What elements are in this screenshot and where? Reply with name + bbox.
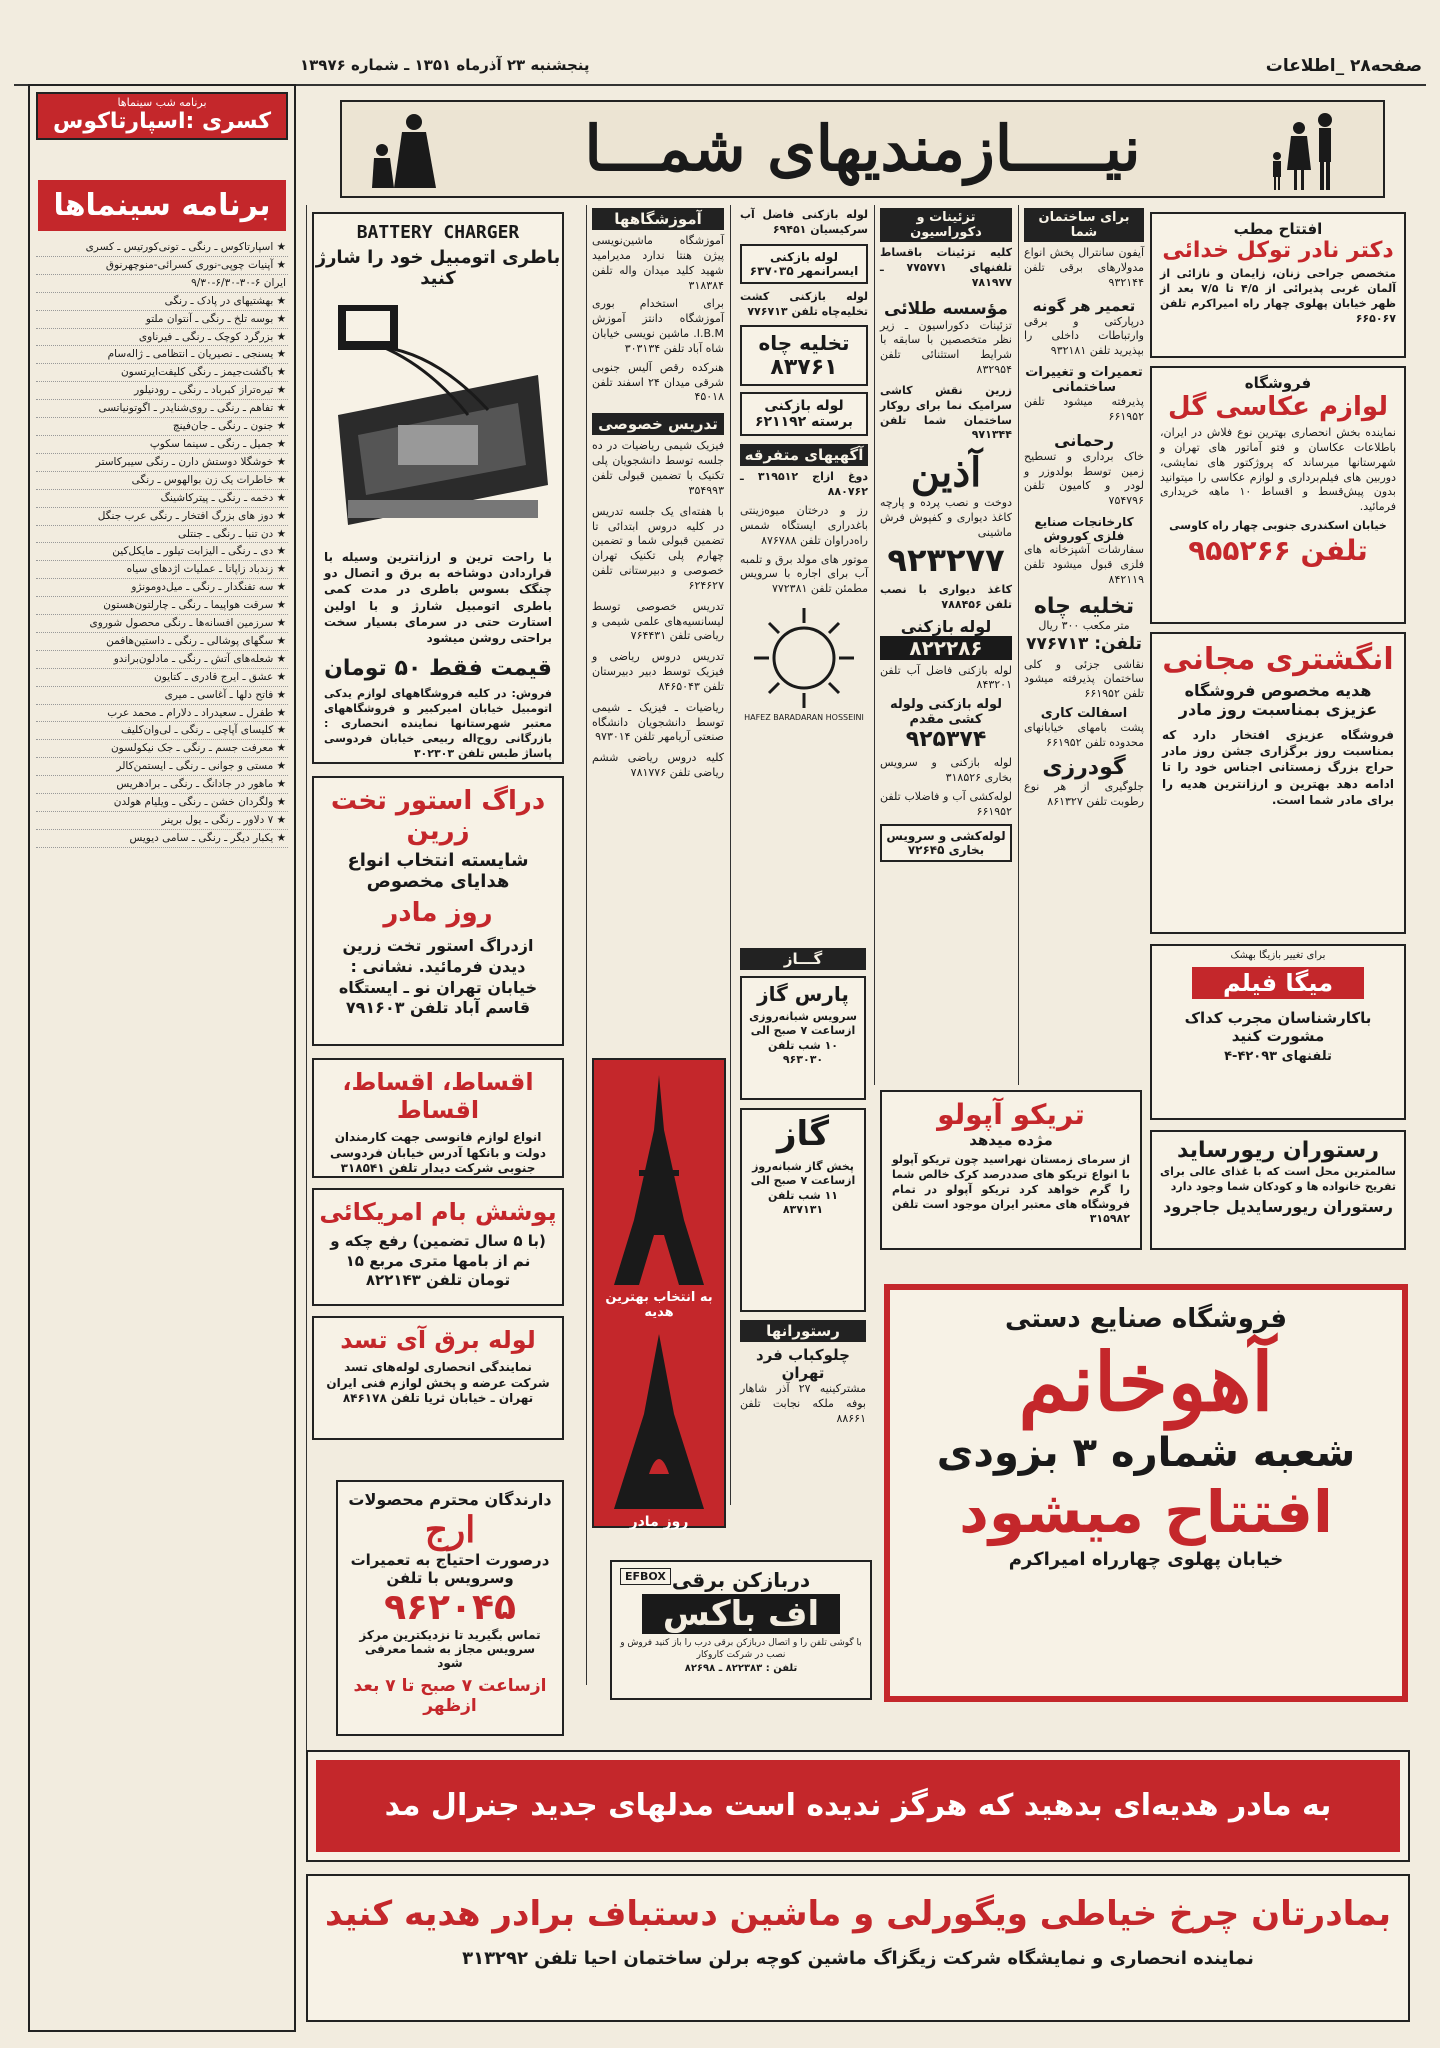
tutoring-text-4: تدریس دروس ریاضی و فیزیک توسط دبیر دبیرستان تلفن ۸۴۶۵۰۴۳ [592, 650, 724, 693]
cinema-listing-item: ★ طفرل ـ سعیدراد ـ دلارام ـ محمد عرب [36, 705, 288, 723]
asphalt-title: اسفالت کاری [1040, 706, 1128, 722]
cinema-listing-item: ★ سه تفنگدار ـ رنگی ـ میل‌دومونژو [36, 579, 288, 597]
battery-contact: فروش: در کلیه فروشگاههای لوازم یدکی اتومبیل خیابان امیرکبیر و فروشگاههای معتبر شهرستانها نماینده انحصاری : بازرگانی روح‌اله ربیعی خیابان فردوسی پاساژ طبس تلفن ۳۰۲۳۰۳ [324, 687, 552, 760]
battery-charger-ad [312, 212, 564, 764]
cinema-listing-item: ★ بزرگرد کوچک ـ رنگی ـ فیرناوی [36, 329, 288, 347]
sewing-machine-sub: نماینده انحصاری و نمایشگاه شرکت زیگزاگ ماشین کوچه برلن ساختمان احیا تلفن ۳۱۳۲۹۲ [462, 1948, 1254, 1969]
drugstore-title: دراگ استور تخت زرین [330, 786, 546, 846]
renovation-title: تعمیرات و تغییرات ساختمانی [1025, 365, 1143, 396]
restaurant-body: مشترکینیه ۲۷ آذر شاهار بوفه ملکه نجابت تلفن ۸۸۶۶۱ [740, 1382, 867, 1425]
ahoo-top: فروشگاه صنایع دستی [1004, 1304, 1288, 1334]
ahoo-khanom-ad [884, 1284, 1408, 1702]
cinema-listing-item: ★ سگهای پوشالی ـ رنگی ـ داستین‌هافمن [36, 633, 288, 651]
cinema-listing-item: ★ یسنجی ـ نصیریان ـ انتظامی ـ ژاله‌سام [36, 346, 288, 364]
photo-shop-body: نماینده بخش انحصاری بهترین نوع فلاش در ایران، باطلاعات عکاسان و فتو آماتور های تهران و شهرستانها میرساند که پروژکتور های نمایشی، دوربین های فیلم‌برداری و لوازم عکاسی را میتوانید بدون پیش‌قسط و اقساط ۱۰ ماهه خریداری فرمائید. [1160, 426, 1396, 514]
tutoring-text-2: با هفته‌ای یک جلسه تدریس در کلیه دروس ابتدائی تا تضمین قبولی شما و تضمین چهارم پلی تکنیک تهران خصوصی و دبیرستانی تلفن ۶۲۴۶۲۷ [592, 504, 724, 592]
arj-body: درصورت احتیاج به تعمیرات وسرویس با تلفن [350, 1551, 550, 1587]
cinema-listing-item: ★ خوشگلا دوستش دارن ـ رنگی سیبرکاستر [36, 454, 288, 472]
misc-text-3: موتور های مولد برق و تلمبه آب برای اجاره با سرویس مطمئن تلفن ۷۷۲۳۸۱ [740, 552, 868, 596]
godarzi-title: گودرزی [1042, 754, 1126, 780]
painting-body: نقاشی جزئی و کلی ساختمان پذیرفته میشود تلفن ۶۶۱۹۵۲ [1024, 657, 1144, 701]
pipe-g-phone: ۹۲۵۳۷۴ [905, 727, 987, 753]
cinema-promo-small: برنامه‌ شب سینماها [117, 96, 207, 109]
conduit-ad [312, 1316, 564, 1440]
well-title: تخلیه چاه [758, 331, 850, 356]
battery-price: قیمت فقط ۵۰ تومان [324, 656, 552, 682]
cinema-listing-item: ★ تیره‌تراز کبرباد ـ رنگی ـ رودنیلور [36, 382, 288, 400]
tricot-body: از سرمای زمستان نهراسید چون تریکو آپولو با انواع تریکو های صددرصد کرک خالص شما را گرم خواهد کرد تریکو آپولو در تمام فروشگاه های معتبر ایران موجود است تلفن ۳۱۵۹۸۲ [892, 1153, 1130, 1226]
doctor-name: دکتر نادر توکل خدائی [1162, 238, 1394, 263]
golden-body: تزئینات دکوراسیون ـ زیر نظر متخصصین با سابقه با شرایط استثنائی تلفن ۸۳۲۹۵۴ [880, 318, 1012, 377]
mega-film-small: برای تغییر بازیگا بهشک [1230, 950, 1326, 961]
conduit-body: نمایندگی انحصاری لوله‌های تسد شرکت عرضه و پخش لوازم فنی ایران تهران ـ خیابان ثریا تلفن ۸۴۶۱۷۸ [326, 1360, 550, 1406]
cinema-listing-item: ★ تفاهم ـ رنگی ـ روی‌شنایدر ـ اگوتونیاتسی [36, 400, 288, 418]
rahmani-body: خاک برداری و تسطیح زمین توسط بولدوزر و لودر و کامیون تلفن ۷۵۴۷۹۶ [1024, 449, 1144, 508]
tutoring-heading: تدریس خصوصی [592, 413, 724, 435]
efbox-ad [610, 1560, 872, 1700]
drugstore-ad [312, 776, 564, 1046]
cinema-listing-item: ★ عشق ـ ایرج قادری ـ کتایون [36, 669, 288, 687]
arj-foot: تماس بگیرید تا نزدیکترین مرکز سرویس مجاز به شما معرفی شود [359, 1628, 541, 1670]
cinema-listing-item: ★ باگشت‌جیمز ـ رنگی کلیفت‌ایرتسون [36, 364, 288, 382]
ahoo-address: خیابان پهلوی چهارراه امیراکرم [1008, 1548, 1284, 1570]
cinema-listing-item: ★ دن تنبا ـ رنگی ـ جنتلی [36, 526, 288, 544]
pipes-column [740, 208, 868, 938]
pipe-f-body: لوله بازکنی فاضل آب تلفن ۸۴۳۲۰۱ [880, 663, 1012, 692]
roof-body: (با ۵ سال تضمین) رفع چکه‌ و نم از بامها متری مربع ۱۵ تومان تلفن ۸۲۲۱۴۳ [330, 1232, 546, 1289]
cinema-listing-item: ★ جنون ـ رنگی ـ جان‌فینچ [36, 418, 288, 436]
gas-co-ad [740, 1108, 866, 1312]
repair-body: درپارکتی و برقی وارتباطات داخلی را بپذیرید تلفن ۹۳۲۱۸۱ [1024, 314, 1144, 358]
cinema-listing-item: ★ دی ـ رنگی ـ الیزابت تیلور ـ مایکل‌کین [36, 543, 288, 561]
battery-heading: BATTERY CHARGER [356, 222, 520, 243]
cinema-listing-item: ایران ۶-۳۰-۶/۳۰-۹/۳۰ [36, 275, 288, 293]
photo-shop-phone: تلفن ۹۵۵۲۶۶ [1188, 533, 1368, 567]
efbox-phone: تلفن : ۸۲۲۳۸۳ ـ ۸۲۶۹۸ [684, 1663, 798, 1675]
cinema-listing-item: ★ دوز های بزرگ افتخار ـ رنگی عرب جنگل [36, 508, 288, 526]
efbox-brand: اف باکس [642, 1594, 840, 1634]
asphalt-body: پشت بامهای خیابانهای محدوده تلفن ۶۶۱۹۵۲ [1024, 721, 1144, 749]
cinema-promo-title: کسری :اسپارتاکوس [52, 109, 272, 134]
ring-subtitle: هدیه مخصوص فروشگاه عزیزی بمناسبت روز مادر [1178, 681, 1378, 719]
well2-title: تخلیه چاه [1033, 593, 1135, 619]
arj-heading: دارندگان محترم محصولات [348, 1490, 552, 1509]
pipe-ad-a: لوله بازکنی فاضل آب سرکیسیان ۶۹۴۵۱ [740, 208, 868, 236]
photo-shop-small: فروشگاه [1244, 374, 1312, 392]
family-silhouette-icon [1263, 108, 1353, 194]
decoration-heading: تزئینات و دکوراسیون [880, 208, 1012, 242]
conduit-title: لوله برق آی تسد [340, 1326, 536, 1354]
doctor-body: متخصص جراحی زنان، زایمان و نازائی از آلمان غربی پذیرائی از ۴/۵ تا ۷/۵ بعد از ظهر خیابان پهلوی چهار راه امیراکرم تلفن ۶۶۵۰۶۷ [1160, 267, 1396, 325]
ring-title: انگشتری مجانی [1162, 642, 1394, 677]
ring-ad [1150, 632, 1406, 934]
pipe-j-body: لوله‌کشی و سرویس بخاری ۷۲۶۴۵ [880, 824, 1012, 862]
ahoo-open: افتتاح میشود [959, 1478, 1333, 1546]
dateline: پنجشنبه ۲۳ آذرماه ۱۳۵۱ ـ شماره ۱۳۹۷۶ [300, 56, 590, 74]
ring-body: فروشگاه عزیزی افتخار دارد که بمناسبت روز برگزاری جشن روز مادر حراج بزرگ زمستانی اجناس خود را تا ادامه دهد بهترین و ارزانترین هدیه را برای مادر شما است. [1162, 728, 1394, 807]
cinema-listing-item: ★ جمیل ـ رنگی ـ سینما سکوپ [36, 436, 288, 454]
efbox-title: دربازکن برقی [671, 1568, 811, 1592]
arj-brand: ارج [424, 1509, 476, 1551]
cinema-listing-item: ★ بهشتیهای در پادک ـ رنگی [36, 293, 288, 311]
sun-logo-icon [744, 603, 864, 713]
roof-ad [312, 1188, 564, 1306]
azin-phone: ۹۲۳۲۷۷ [887, 540, 1005, 579]
cinema-listing-item: ★ سرقت هواپیما ـ رنگی ـ چارلتون‌هستون [36, 597, 288, 615]
gas-section [740, 948, 866, 1427]
restaurant-name: چلوکباب فرد تهران [756, 1346, 850, 1382]
mothers-day: روز مادر [383, 898, 493, 928]
schools-text-3: هنرکده رقص آلیس جنوبی شرقی میدان ۲۴ اسفند تلفن ۴۵۰۱۸ [592, 360, 724, 404]
cinema-promo [36, 92, 288, 140]
cinema-column [28, 84, 296, 2032]
well2-body: متر مکعب ۳۰۰ ریال [1038, 618, 1130, 632]
cinema-listing-item: ★ مستی و جوانی ـ رنگی ـ ایستمن‌کالر [36, 758, 288, 776]
industry-title: کارخانجات صنایع فلزی کوروش [1034, 515, 1134, 544]
gas-heading: گـــاز [740, 948, 866, 970]
drugstore-body: ازدراگ استور تخت زرین دیدن فرمائید. نشانی : خیابان تهران نو ـ ایستگاه قاسم آباد تلفن ۷۹۱۶۰۳ [338, 936, 538, 1018]
installments-ad [312, 1058, 564, 1178]
drugstore-subtitle: شایسته انتخاب انواع هدایای مخصوص [347, 850, 529, 892]
cinema-title: برنامه سینماها [38, 180, 286, 231]
tutoring-text-1: فیزیک شیمی ریاضیات در ده جلسه توسط دانشجویان پلی تکنیک با تضمین قبولی تلفن ۳۵۴۹۹۳ [592, 439, 724, 497]
tutoring-text-5: ریاضیات ـ فیزیک ـ شیمی توسط دانشجویان دانشگاه صنعتی آریامهر تلفن ۹۷۳۰۱۴ [592, 700, 724, 744]
repair-title: تعمیر هر گونه [1032, 296, 1136, 315]
mega-film-ad [1150, 944, 1406, 1120]
schools-heading: آموزشگاهها [592, 208, 724, 230]
azin-title: آذین [910, 449, 982, 497]
arj-phone: ۹۶۲۰۴۵ [384, 1587, 516, 1628]
riverside-foot: رستوران ریورسایدیل جاجرود [1163, 1196, 1393, 1216]
battery-body: با راحت ترین و ارزانترین وسیله با قراردادن دوشاخه به برق و اتصال دو چنگک بسوس باطری در مدت کمی باطری اتومبیل شارژ و با اولین استارت حتی در سرمای بسیار سخت براحتی روشن میشود [324, 550, 552, 645]
azin-body: دوخت و نصب پرده و پارچه کاغذ دیواری و کفپوش فرش ماشینی [880, 496, 1012, 539]
sewing-machine-banner [306, 1874, 1410, 2022]
installments-title: اقساط، اقساط، اقساط [342, 1068, 534, 1124]
decoration-column [880, 208, 1012, 1078]
tile-body: زرین نقش کاشی سرامیک نما برای روکار ساختمان شما تلفن ۹۷۱۳۴۴ [880, 383, 1012, 442]
cinema-listing-item: ★ آپنیات چوپی-نوری کسرائی-منوچهرنوق [36, 257, 288, 275]
wallpaper-body: کاغذ دیواری با نصب تلفن ۷۸۸۴۵۶ [880, 582, 1012, 611]
tricot-ad [880, 1090, 1142, 1250]
pars-gas-body: سرویس شبانه‌روزی ازساعت ۷ صبح الی ۱۰ شب تلفن ۹۶۳۰۳۰ [749, 1010, 857, 1066]
tricot-subtitle: مژده میدهد [969, 1131, 1053, 1149]
cinema-listing-item: ★ شعله‌های آتش ـ رنگی ـ مادلون‌براندو [36, 651, 288, 669]
riverside-ad [1150, 1130, 1406, 1250]
cinema-listings [36, 239, 288, 848]
renovation-body: پذیرفته میشود تلفن ۶۶۱۹۵۲ [1024, 395, 1144, 423]
pipe-e-title: لوله بازکنی [900, 616, 992, 636]
arj-ad [336, 1480, 564, 1736]
misc-text-1: دوغ ازاج ۳۱۹۵۱۲ ـ ۸۸۰۷۶۲ [740, 470, 868, 499]
cinema-listing-item: ★ اسپارتاکوس ـ رنگی ـ تونی‌کورتیس ـ کسری [36, 239, 288, 257]
efbox-body: با گوشی تلفن را و اتصال دربازکن برقی درب را باز کنید فروش و نصب در شرکت کاروکار [620, 1638, 862, 1660]
roof-title: پوشش بام امریکائی [319, 1198, 557, 1226]
doctor-ad [1150, 212, 1406, 358]
building-column [1024, 208, 1144, 1078]
sewing-machine-text: بمادرتان چرخ خیاطی ویگورلی و ماشین دستباف برادر هدیه کنید [324, 1894, 1392, 1934]
pars-gas-ad [740, 976, 866, 1100]
misc-heading: آگهیهای متفرقه [740, 444, 868, 466]
mother-child-silhouette-icon [356, 110, 466, 194]
installments-body: انواع لوازم فانوسی جهت کارمندان دولت و بانکها آدرس خیابان فردوسی جنوبی شرکت دیدار تلفن ۳۱۸۵۴۱ [329, 1130, 547, 1176]
banner-title: نیـــــازمندیهای شمـــا [584, 112, 1141, 185]
cinema-listing-item: ★ ولگردان خشن ـ رنگی ـ ویلیام هولدن [36, 794, 288, 812]
ahoo-branch: شعبه شماره ۳ بزودی [936, 1430, 1356, 1476]
mega-film-body: باکارشناسان مجرب کداک مشورت کنید [1184, 1009, 1372, 1045]
building-body: آیفون سانترال پخش انواع مدولارهای برقی تلفن ۹۳۲۱۴۴ [1024, 246, 1144, 289]
logo-caption: HAFEZ BARADARAN HOSSEINI [744, 713, 864, 723]
classifieds-banner [340, 100, 1385, 198]
pipe-h-body: لوله بازکنی و سرویس بخاری ۳۱۸۵۲۶ [880, 756, 1012, 785]
cinema-listing-item: ★ ۷ دلاور ـ رنگی ـ یول برینر [36, 812, 288, 830]
cinema-listing-item: ★ معرفت جسم ـ رنگی ـ جک نیکولسون [36, 740, 288, 758]
poster-line-2: روز مادر [629, 1514, 689, 1530]
pipe-ad-b: لوله بازکنی ایسرانمهر ۶۳۷۰۳۵ [740, 244, 868, 284]
cinema-listing-item: ★ کلیسای آپاچی ـ رنگی ـ لی‌وان‌کلیف [36, 722, 288, 740]
tricot-title: تریکو آپولو [937, 1098, 1085, 1131]
mega-film-title: میگا فیلم [1192, 967, 1364, 999]
pipe-ad-d: لوله بازکنی برسته ۶۲۱۱۹۲ [740, 392, 868, 436]
cinema-listing-item: ★ زندباد زاپاتا ـ عملیات اژدهای سیاه [36, 561, 288, 579]
photo-shop-address: خیابان اسکندری جنوبی چهار راه کاوسی [1169, 519, 1387, 533]
restaurants-heading: رستورانها [740, 1320, 866, 1342]
tutoring-text-6: کلیه دروس ریاضی ششم ریاضی تلفن ۷۸۱۷۷۶ [592, 751, 724, 780]
cinema-listing-item: ★ ماهور در جادانگ ـ رنگی ـ برادهریس [36, 776, 288, 794]
rahmani-title: رحمانی [1054, 430, 1114, 450]
cinema-listing-item: ★ بوسه تلخ ـ رنگی ـ آنتوان ملتو [36, 311, 288, 329]
well2-phone: تلفن: ۷۷۶۷۱۳ [1026, 633, 1142, 654]
golden-title: مؤسسه طلائی [884, 298, 1008, 319]
cinema-listing-item: ★ سرزمین افسانه‌ها ـ رنگی محصول شوروی [36, 615, 288, 633]
pipe-i-body: لوله‌کشی آب و فاضلاب تلفن ۶۶۱۹۵۲ [880, 789, 1012, 818]
cinema-listing-item: ★ دخمه ـ رنگی ـ پیترکاشینگ [36, 490, 288, 508]
mega-film-phone: تلفنهای ۴۲۰۹۳-۴ [1224, 1049, 1332, 1064]
misc-text-2: رز و درختان میوه‌زینتی باغدراری ایستگاه شمس راه‌دراوان تلفن ۸۷۶۷۸۸ [740, 504, 868, 547]
pars-gas-title: پارس گاز [757, 982, 849, 1006]
schools-text-1: آموزشگاه ماشین‌نویسی پیژن هنتا ندارد مدیرامید شهید کلید میدان واله تلفن ۳۱۸۳۸۴ [592, 234, 724, 292]
ahoo-title: آهوخانم [1018, 1335, 1274, 1429]
pipe-g-title: لوله بازکنی ولوله کشی مقدم [890, 697, 1002, 728]
page-number: صفحه۲۸ _اطلاعات [1265, 56, 1422, 76]
doctor-heading: افتتاح مطب [1233, 220, 1323, 238]
poster-line-1: به انتخاب بهترین هدیه [605, 1290, 713, 1320]
building-heading: برای ساختمان شما [1024, 208, 1144, 242]
godarzi-body: جلوگیری از هر نوع رطوبت تلفن ۸۶۱۳۲۷ [1024, 779, 1144, 808]
photo-shop-title: لوازم عکاسی گل [1168, 392, 1388, 422]
cinema-listing-item: ★ فاتح دلها ـ آغاسی ـ میری [36, 687, 288, 705]
arj-hours: ازساعت ۷ صبح تا ۷ بعد ازظهر [353, 1676, 547, 1716]
mothers-day-poster [592, 1058, 726, 1528]
tutoring-text-3: تدریس خصوصی توسط لیسانسیه‌های علمی شیمی و ریاضی تلفن ۷۶۴۴۳۱ [592, 599, 724, 643]
general-mode-banner [306, 1750, 1410, 1862]
tower-monument-icon [594, 1324, 724, 1514]
industry-body: سفارشات آشپزخانه های فلزی قبول میشود تلفن ۸۴۲۱۱۹ [1024, 543, 1144, 586]
photo-shop-ad [1150, 366, 1406, 624]
general-mode-text: به مادر هدیه‌ای بدهید که هرگز ندیده است مدلهای جدید جنرال مد [316, 1760, 1400, 1852]
eiffel-tower-icon [594, 1070, 724, 1290]
efbox-badge: EFBOX [620, 1568, 671, 1585]
gas-body: پخش گاز شبانه‌روز ازساعت ۷ صبح الی ۱۱ شب تلفن ۸۳۷۱۳۱ [750, 1160, 856, 1216]
well-phone: ۸۳۷۶۱ [770, 355, 838, 381]
cinema-listing-item: ★ خاطرات یک زن بوالهوس ـ رنگی [36, 472, 288, 490]
riverside-body: سالمترین محل است که با غذای عالی برای تفریح خانواده ها و کودکان شما وجود دارد [1160, 1165, 1396, 1193]
cinema-listing-item: ★ یکبار دیگر ـ رنگی ـ سامی دیویس [36, 830, 288, 848]
riverside-title: رستوران ریورساید [1177, 1138, 1379, 1163]
battery-title: باطری اتومبیل خود را شارژ کنید [315, 247, 561, 289]
schools-text-2: برای استخدام بوری آموزشگاه دانتز آموزش I.B.M. ماشین نویسی خیابان شاه آباد تلفن ۳۰۳۱۳۴ [592, 297, 724, 355]
car-engine-illustration [318, 295, 558, 545]
well-ad [740, 325, 868, 386]
gas-brand: گاز [776, 1114, 830, 1154]
pipe-ad-c: لوله بازکنی کشت تخلیه‌چاه تلفن ۷۷۶۷۱۳ [740, 289, 868, 318]
pipe-e-phone: ۸۲۲۲۸۶ [880, 636, 1012, 660]
decoration-body: کلیه تزئینات باقساط تلفنهای ۷۷۵۷۷۱ ـ ۷۸۱۹۷۷ [880, 246, 1012, 289]
